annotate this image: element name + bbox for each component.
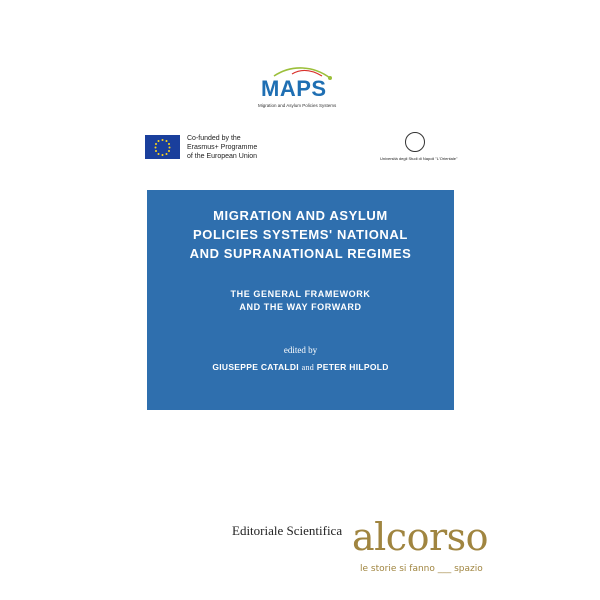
edited-by-label: edited by xyxy=(283,345,318,355)
book-title-line: MIGRATION AND ASYLUM xyxy=(213,208,388,223)
university-seal-icon xyxy=(405,132,425,152)
book-subtitle-line: AND THE WAY FORWARD xyxy=(239,302,362,312)
editors-conjunction: and xyxy=(301,363,315,372)
eu-funding-logo xyxy=(145,135,305,175)
eu-funding-text: Co-funded by the Erasmus+ Programme of the European Union xyxy=(187,135,258,160)
alcorso-tagline: le storie si fanno ___ spazio xyxy=(360,564,483,574)
maps-wordmark: MAPS xyxy=(261,76,327,101)
editor-name: GIUSEPPE CATALDI xyxy=(212,362,299,372)
university-logo xyxy=(380,132,458,172)
maps-logo xyxy=(252,62,352,118)
eu-flag-icon xyxy=(145,135,180,159)
alcorso-watermark: alcorso xyxy=(352,515,489,559)
book-title-line: POLICIES SYSTEMS' NATIONAL xyxy=(193,227,408,242)
university-name: Università degli Studi di Napoli "L'Orientale" xyxy=(380,156,458,161)
cover-panel xyxy=(147,190,454,410)
editor-name: PETER HILPOLD xyxy=(316,362,389,372)
book-title xyxy=(147,206,454,263)
book-title-line: AND SUPRANATIONAL REGIMES xyxy=(189,246,412,261)
book-subtitle-line: THE GENERAL FRAMEWORK xyxy=(230,289,371,299)
publisher-name: Editoriale Scientifica xyxy=(232,523,343,538)
maps-tagline: Migration and Asylum Policies Systems xyxy=(258,103,337,108)
book-subtitle xyxy=(147,288,454,314)
editors xyxy=(147,362,454,372)
